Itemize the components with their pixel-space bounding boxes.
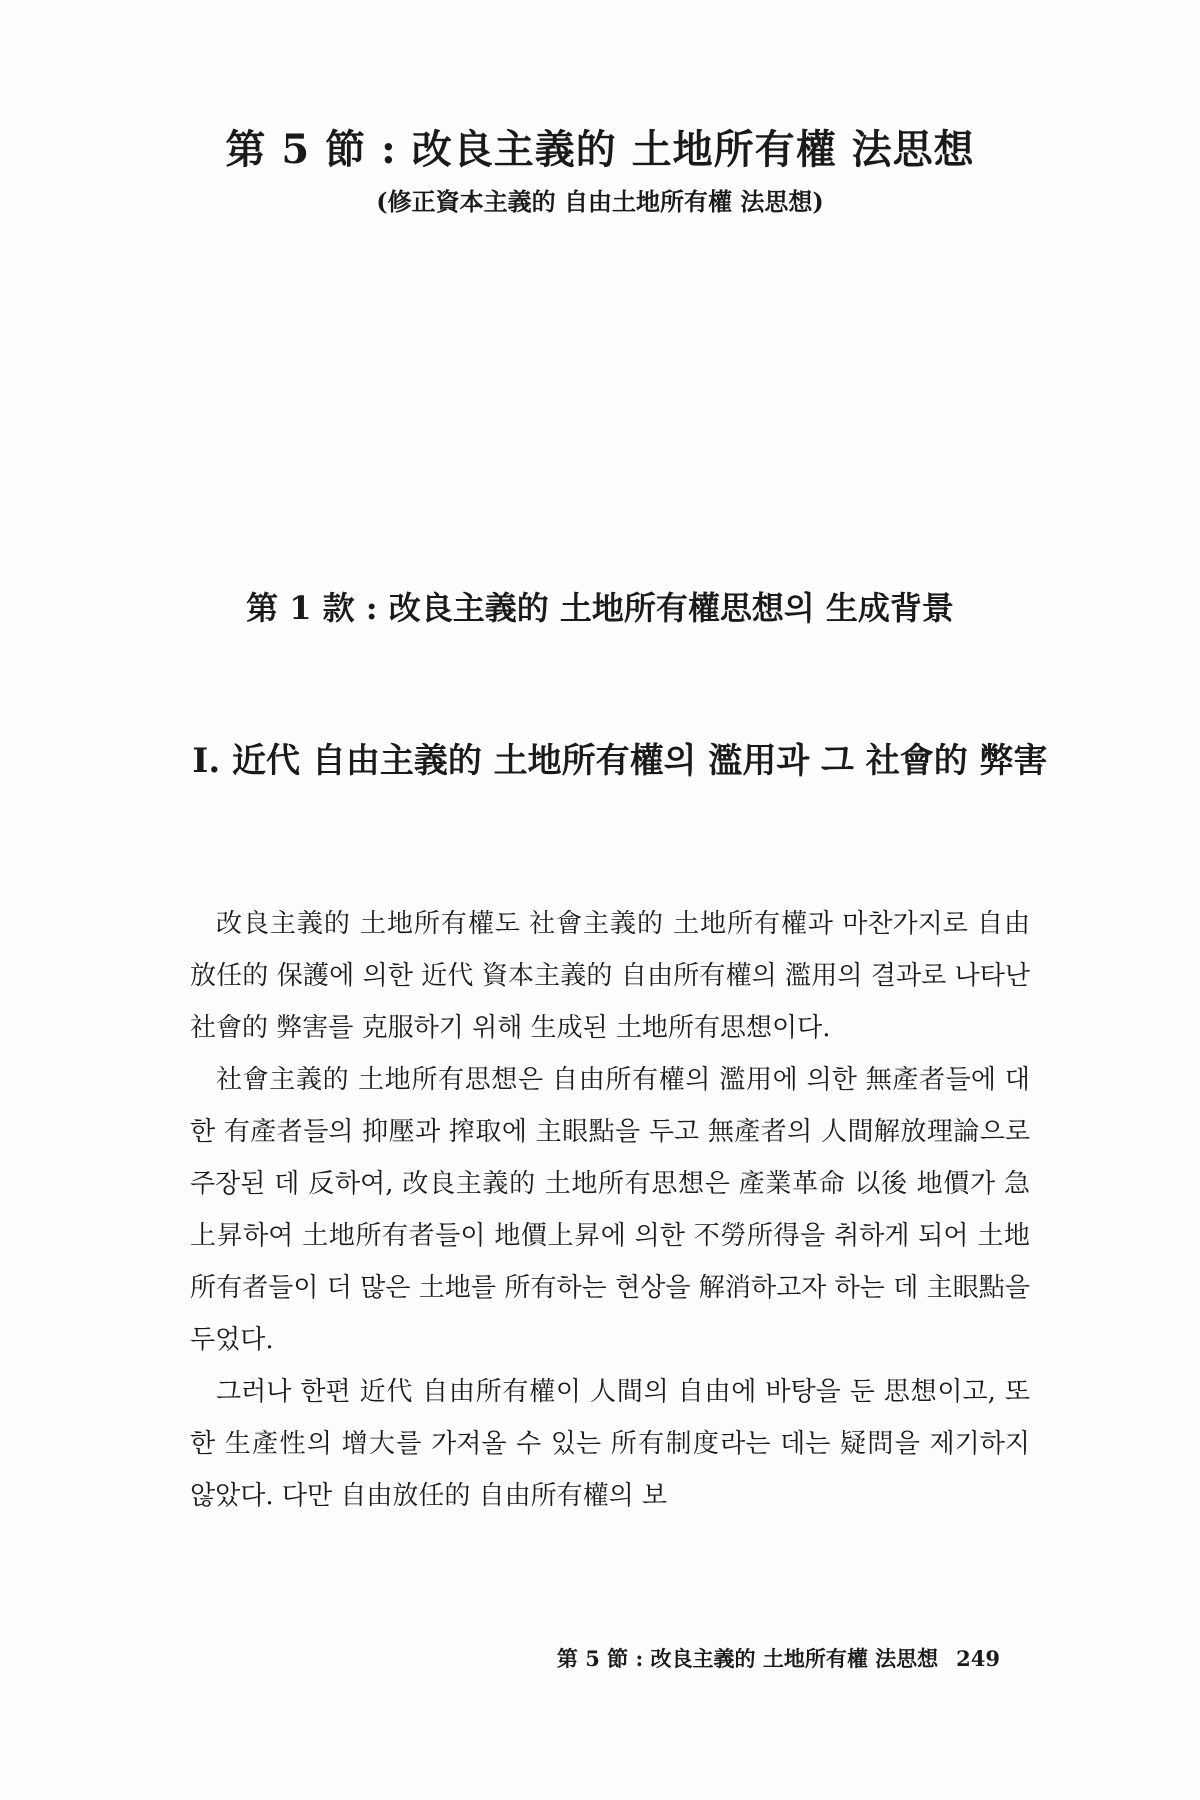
chapter-heading: Ⅰ. 近代 自由主義的 土地所有權의 濫用과 그 社會的 弊害 (192, 741, 1048, 781)
paragraph: 改良主義的 土地所有權도 社會主義的 土地所有權과 마찬가지로 自由放任的 保護에 의한 近代 資本主義的 自由所有權의 濫用의 결과로 나타난 社會的 弊害를 克服하기 위해 生成된 土地所有思想이다. (190, 909, 1030, 1043)
paragraph: 그러나 한편 近代 自由所有權이 人間의 自由에 바탕을 둔 思想이고, 또한 生產性의 增大를 가져올 수 있는 所有制度라는 데는 疑問을 제기하지 않았다. 다만 自由放任的 自由所有權의 보 (190, 1377, 1030, 1511)
body-text (190, 898, 1030, 1522)
page-number: 249 (956, 1646, 1000, 1671)
article-title: 第 1 款 : 改良主義的 土地所有權思想의 生成背景 (246, 589, 954, 627)
running-footer (557, 1643, 1000, 1673)
section-subtitle: (修正資本主義的 自由土地所有權 法思想) (376, 187, 824, 216)
paragraph: 社會主義的 土地所有思想은 自由所有權의 濫用에 의한 無產者들에 대한 有產者들의 抑壓과 搾取에 主眼點을 두고 無產者의 人間解放理論으로 주장된 데 反하여, 改良主義的 土地所有思想은 產業革命 以後 地價가 急上昇하여 土地所有者들이 地價上昇에 의한 不勞所得을 취하게 되어 土地所有者들이 더 많은 土地를 所有하는 현상을 解消하고자 하는 데 主眼點을 두었다. (190, 1065, 1030, 1355)
running-footer-title: 第 5 節 : 改良主義的 土地所有權 法思想 (556, 1646, 939, 1671)
section-title: 第 5 節 : 改良主義的 土地所有權 法思想 (225, 126, 975, 173)
